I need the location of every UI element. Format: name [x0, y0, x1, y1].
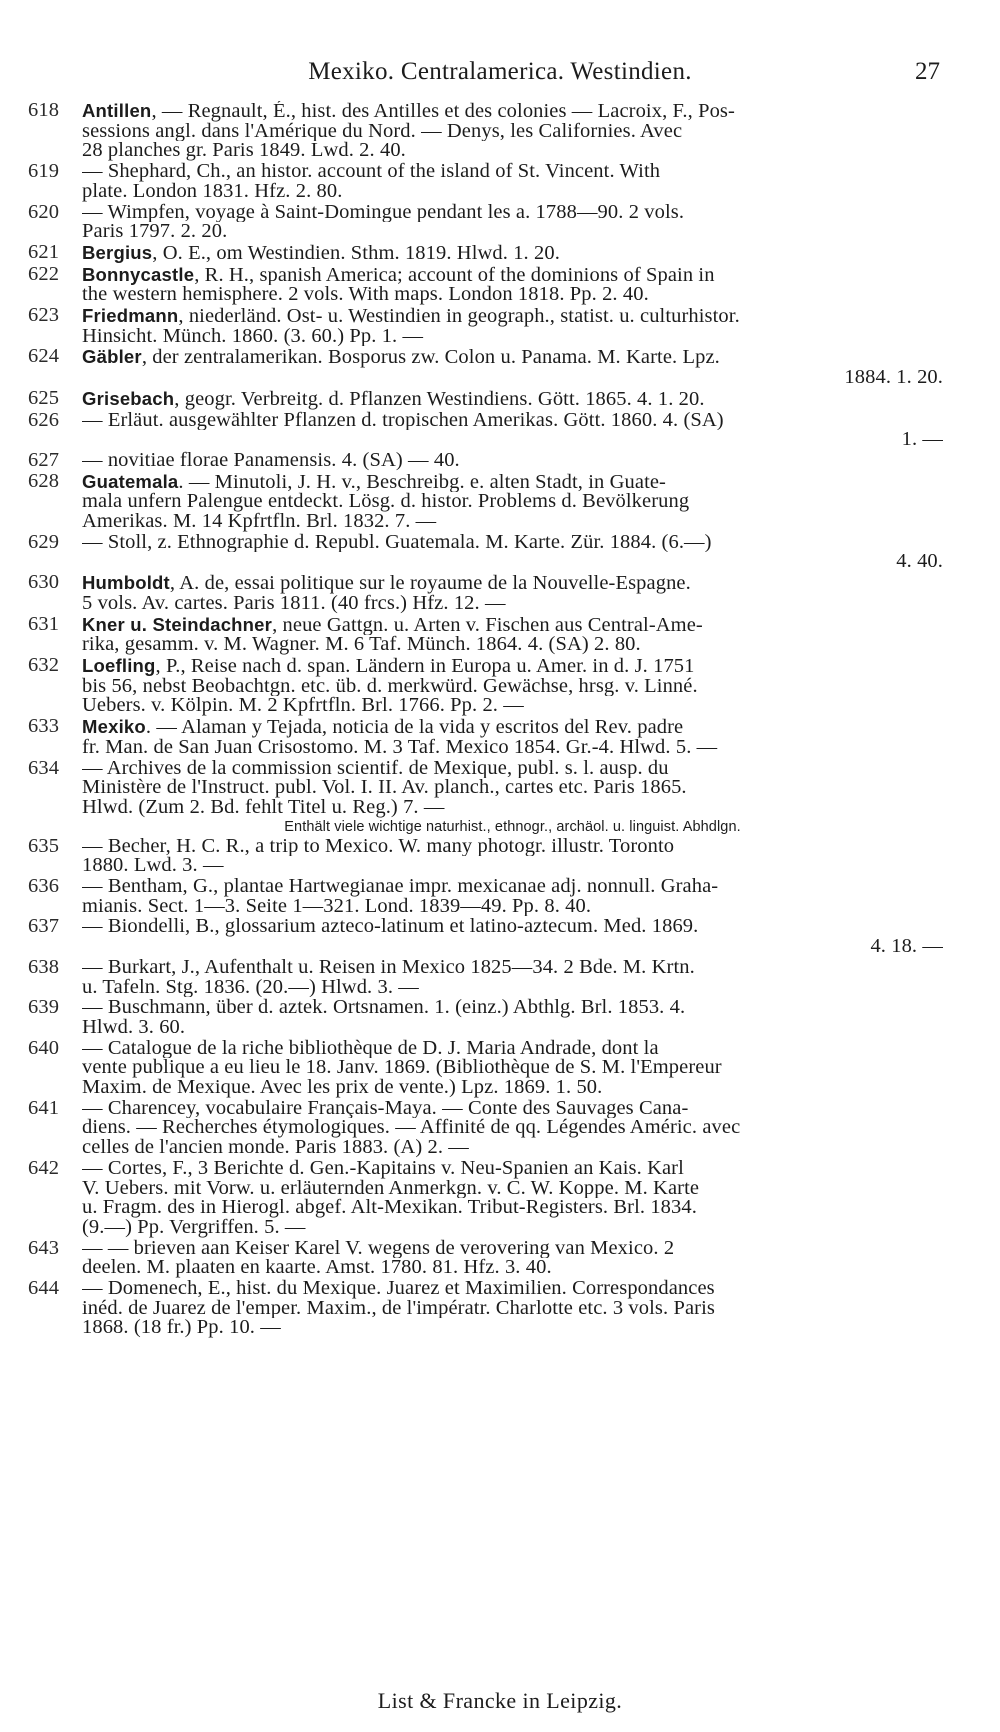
entry-line: V. Uebers. mit Vorw. u. erläuternden Anmerkgn. v. C. W. Koppe. M. Karte [82, 1178, 700, 1199]
entry-number: 629 [28, 530, 60, 553]
entry-line: 1868. (18 fr.) Pp. 10. — [82, 1318, 281, 1339]
running-title: Mexiko. Centralamerica. Westindien. [308, 58, 692, 85]
catalog-entry [28, 1156, 943, 1238]
subject-heading: Mexiko [82, 717, 146, 738]
entry-line: 1884. 1. 20. [844, 368, 943, 388]
entry-line: Friedmann, niederländ. Ost- u. Westindien in geograph., statist. u. culturhistor. [82, 306, 740, 327]
catalog-entries [28, 101, 943, 1339]
entry-line: — Burkart, J., Aufenthalt u. Reisen in Mexico 1825—34. 2 Bde. M. Krtn. [82, 957, 695, 978]
catalog-entry [28, 998, 943, 1037]
entry-line: mala unfern Palengue entdeckt. Lösg. d. histor. Problems d. Bevölkerung [82, 492, 690, 513]
entry-number: 637 [28, 915, 60, 938]
catalog-entry [28, 1096, 943, 1158]
entry-line: Grisebach, geogr. Verbreitg. d. Pflanzen Westindiens. Gött. 1865. 4. 1. 20. [82, 388, 705, 410]
entry-number: 626 [28, 408, 60, 431]
entry-line: the western hemisphere. 2 vols. With maps. London 1818. Pp. 2. 40. [82, 285, 649, 306]
entry-line: sessions angl. dans l'Amérique du Nord. — Denys, les Californies. Avec [82, 121, 683, 142]
entry-number: 624 [28, 345, 60, 368]
entry-number: 627 [28, 448, 60, 471]
entry-line: Guatemala. — Minutoli, J. H. v., Beschreibg. e. alten Stadt, in Guate- [82, 471, 666, 493]
entry-line: u. Fragm. des in Hierogl. abgef. Alt-Mexikan. Tribut-Registers. Brl. 1834. [82, 1198, 697, 1218]
entry-line: 4. 18. — [870, 937, 943, 957]
entry-number: 643 [28, 1236, 60, 1259]
entry-line: Hinsicht. Münch. 1860. (3. 60.) Pp. 1. — [82, 326, 424, 347]
entry-line: — novitiae florae Panamensis. 4. (SA) — 40. [82, 450, 460, 471]
catalog-entry [28, 834, 943, 877]
entry-number: 636 [28, 875, 60, 898]
entry-note: Enthält viele wichtige naturhist., ethnogr., archäol. u. linguist. Abhdlgn. [284, 818, 741, 835]
catalog-entry [28, 756, 943, 836]
entry-number: 625 [28, 386, 60, 409]
entry-line: 4. 40. [896, 552, 943, 573]
catalog-entry [28, 717, 943, 757]
entry-line: plate. London 1831. Hfz. 2. 80. [82, 181, 343, 202]
catalog-entry [28, 448, 943, 471]
entry-line: — Wimpfen, voyage à Saint-Domingue pendant les a. 1788—90. 2 vols. [82, 202, 685, 223]
entry-line: Ministère de l'Instruct. publ. Vol. I. II. Av. planch., cartes etc. Paris 1865. [82, 778, 687, 798]
entry-line: Hlwd. (Zum 2. Bd. fehlt Titel u. Reg.) 7. — [82, 797, 445, 818]
entry-number: 635 [28, 834, 60, 857]
entry-line: deelen. M. plaaten en kaarte. Amst. 1780. 81. Hfz. 3. 40. [82, 1258, 552, 1279]
page-number: 27 [915, 58, 940, 85]
catalog-entry [28, 573, 943, 613]
entry-line: — Domenech, E., hist. du Mexique. Juarez et Maximilien. Correspondances [82, 1279, 715, 1299]
catalog-entry [28, 917, 943, 956]
entry-line: — Shephard, Ch., an histor. account of the island of St. Vincent. With [82, 162, 661, 182]
entry-number: 640 [28, 1036, 60, 1059]
entry-line: Kner u. Steindachner, neue Gattgn. u. Arten v. Fischen aus Central-Ame- [82, 614, 703, 636]
subject-heading: Grisebach [82, 388, 175, 409]
entry-line: 1. — [901, 430, 943, 450]
catalog-entry [28, 200, 943, 242]
entry-line: bis 56, nebst Beobachtgn. etc. üb. d. merkwürd. Gewächse, hrsg. v. Linné. [82, 676, 698, 697]
entry-line: — Catalogue de la riche bibliothèque de D. J. Maria Andrade, dont la [82, 1038, 659, 1059]
entry-number: 622 [28, 262, 60, 285]
entry-line: vente publique a eu lieu le 18. Janv. 1869. (Bibliothèque de S. M. l'Empereur [82, 1058, 722, 1079]
entry-line: Antillen, — Regnault, É., hist. des Antilles et des colonies — Lacroix, F., Pos- [82, 101, 735, 122]
entry-number: 638 [28, 955, 60, 978]
entry-number: 641 [28, 1096, 60, 1119]
subject-heading: Kner u. Steindachner [82, 614, 273, 635]
entry-line: 1880. Lwd. 3. — [82, 856, 224, 877]
entry-line: 5 vols. Av. cartes. Paris 1811. (40 frcs.) Hfz. 12. — [82, 593, 506, 614]
entry-line: Uebers. v. Kölpin. M. 2 Kpfrtfln. Brl. 1766. Pp. 2. — [82, 696, 524, 717]
entry-number: 639 [28, 996, 60, 1019]
entry-line: — Cortes, F., 3 Berichte d. Gen.-Kapitains v. Neu-Spanien an Kais. Karl [82, 1158, 684, 1179]
entry-line: (9.—) Pp. Vergriffen. 5. — [82, 1217, 306, 1238]
entry-line: u. Tafeln. Stg. 1836. (20.—) Hlwd. 3. — [82, 977, 419, 998]
entry-number: 642 [28, 1156, 60, 1179]
catalog-entry [28, 262, 943, 306]
subject-heading: Bergius [82, 242, 153, 263]
entry-line: mianis. Sect. 1—3. Seite 1—321. Lond. 1839—49. Pp. 8. 40. [82, 896, 592, 917]
subject-heading: Friedmann [82, 306, 179, 327]
entry-line: — Charencey, vocabulaire Français-Maya. — Conte des Sauvages Cana- [82, 1098, 689, 1119]
entry-line: Bergius, O. E., om Westindien. Sthm. 1819. Hlwd. 1. 20. [82, 242, 560, 264]
entry-number: 632 [28, 653, 60, 676]
entry-line: 28 planches gr. Paris 1849. Lwd. 2. 40. [82, 141, 406, 162]
entry-number: 633 [28, 715, 60, 738]
page-header [0, 54, 1000, 90]
entry-line: inéd. de Juarez de l'emper. Maxim., de l'impératr. Charlotte etc. 3 vols. Paris [82, 1298, 715, 1319]
entry-line: Amerikas. M. 14 Kpfrtfln. Brl. 1832. 7. — [82, 512, 437, 532]
catalog-entry [28, 469, 943, 532]
entry-line: — Becher, H. C. R., a trip to Mexico. W. many photogr. illustr. Toronto [82, 836, 675, 857]
catalog-entry [28, 877, 943, 916]
entry-number: 630 [28, 571, 60, 594]
catalog-entry [28, 653, 943, 717]
subject-heading: Antillen [82, 101, 152, 121]
entry-line: — Bentham, G., plantae Hartwegianae impr. mexicanae adj. nonnull. Graha- [82, 877, 719, 897]
entry-line: — Archives de la commission scientif. de Mexique, publ. s. l. ausp. du [82, 758, 669, 779]
entry-line: celles de l'ancien monde. Paris 1883. (A) 2. — [82, 1138, 469, 1158]
catalog-entry [28, 386, 943, 410]
entry-line: Paris 1797. 2. 20. [82, 222, 228, 242]
entry-line: — Erläut. ausgewählter Pflanzen d. tropischen Amerikas. Gött. 1860. 4. (SA) [82, 410, 724, 431]
subject-heading: Gäbler [82, 347, 142, 368]
subject-heading: Humboldt [82, 573, 170, 594]
entry-line: Maxim. de Mexique. Avec les prix de vente.) Lpz. 1869. 1. 50. [82, 1078, 603, 1098]
entry-line: rika, gesamm. v. M. Wagner. M. 6 Taf. Münch. 1864. 4. (SA) 2. 80. [82, 635, 641, 655]
entry-number: 631 [28, 612, 60, 635]
entry-line: — Buschmann, über d. aztek. Ortsnamen. 1. (einz.) Abthlg. Brl. 1853. 4. [82, 998, 686, 1018]
catalog-entry [28, 162, 943, 201]
catalog-entry [28, 530, 943, 573]
catalog-entry [28, 347, 943, 387]
entry-number: 621 [28, 240, 60, 263]
catalog-entry [28, 955, 943, 998]
catalog-entry [28, 101, 943, 161]
entry-line: Loefling, P., Reise nach d. span. Ländern in Europa u. Amer. in d. J. 1751 [82, 655, 695, 677]
entry-line: — — brieven aan Keiser Karel V. wegens de verovering van Mexico. 2 [82, 1238, 675, 1259]
subject-heading: Bonnycastle [82, 264, 195, 285]
entry-line: — Biondelli, B., glossarium azteco-latinum et latino-aztecum. Med. 1869. [82, 917, 699, 938]
entry-line: Mexiko. — Alaman y Tejada, noticia de la vida y escritos del Rev. padre [82, 717, 684, 738]
catalog-entry [28, 240, 943, 264]
entry-number: 644 [28, 1277, 60, 1300]
entry-line: Hlwd. 3. 60. [82, 1017, 186, 1038]
entry-number: 619 [28, 160, 60, 183]
entry-line: Bonnycastle, R. H., spanish America; account of the dominions of Spain in [82, 264, 715, 286]
entry-line: Humboldt, A. de, essai politique sur le royaume de la Nouvelle-Espagne. [82, 573, 691, 594]
entry-line: — Stoll, z. Ethnographie d. Republ. Guatemala. M. Karte. Zür. 1884. (6.—) [82, 532, 712, 553]
catalog-entry [28, 612, 943, 655]
catalog-entry [28, 1279, 943, 1338]
entry-number: 618 [28, 99, 60, 121]
catalog-entry [28, 306, 943, 346]
entry-number: 623 [28, 304, 60, 327]
catalog-entry [28, 408, 943, 450]
catalog-entry [28, 1036, 943, 1098]
entry-line: Gäbler, der zentralamerikan. Bosporus zw. Colon u. Panama. M. Karte. Lpz. [82, 347, 720, 369]
entry-line: fr. Man. de San Juan Crisostomo. M. 3 Taf. Mexico 1854. Gr.-4. Hlwd. 5. — [82, 737, 718, 758]
entry-number: 620 [28, 200, 60, 223]
subject-heading: Guatemala [82, 471, 179, 492]
entry-line: diens. — Recherches étymologiques. — Affinité de qq. Légendes Améric. avec [82, 1118, 741, 1139]
publisher-footer: List & Francke in Leipzig. [377, 1688, 623, 1713]
catalog-entry [28, 1236, 943, 1279]
subject-heading: Loefling [82, 655, 156, 676]
entry-number: 628 [28, 469, 60, 492]
entry-number: 634 [28, 756, 60, 779]
